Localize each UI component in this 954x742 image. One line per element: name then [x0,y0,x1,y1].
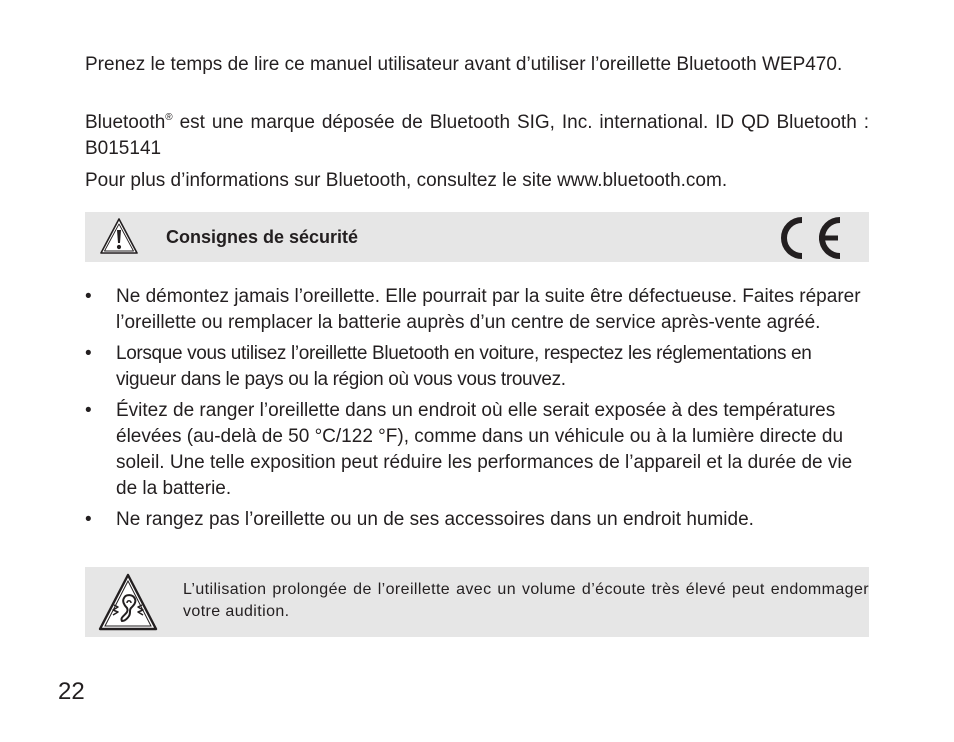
trademark-paragraph [85,110,869,162]
list-item-text: Ne rangez pas l’oreillette ou un de ses accessoires dans un endroit humide. [116,509,754,530]
list-item [85,341,869,393]
intro-paragraph: Prenez le temps de lire ce manuel utilisateur avant d’utiliser l’oreillette Bluetooth WEP470. [85,54,843,75]
ce-mark-icon [768,215,844,261]
info-paragraph: Pour plus d’informations sur Bluetooth, consultez le site www.bluetooth.com. [85,170,728,191]
bullet-dot: • [85,286,92,307]
hearing-damage-warning-icon [97,572,159,634]
bullet-dot: • [85,343,92,364]
list-item-text: Lorsque vous utilisez l’oreillette Bluetooth en voiture, respectez les réglementations en vigueur dans le pays ou la région où vous vous trouvez. [116,343,812,390]
list-item [85,398,869,502]
safety-header [85,212,869,262]
list-item [85,507,869,533]
bullet-dot: • [85,400,92,421]
hearing-warning-box [85,567,869,637]
hearing-warning-text: L’utilisation prolongée de l’oreillette avec un volume d’écoute très élevé peut endommager votre audition. [183,581,869,620]
list-item-text: Ne démontez jamais l’oreillette. Elle pourrait par la suite être défectueuse. Faites réparer l’oreillette ou remplacer la batterie auprès d’un centre de service après-vente agréé. [116,286,861,333]
bullet-dot: • [85,509,92,530]
registered-mark: ® [165,112,173,123]
trademark-bluetooth: Bluetooth [85,112,166,133]
warning-triangle-icon [99,217,139,257]
list-item-text: Évitez de ranger l’oreillette dans un endroit où elle serait exposée à des températures élevées (au-delà de 50 °C/122 °F), comme dans un véhicule ou à la lumière directe du soleil. Une telle exposition peut réduire les performances de l’appareil et la durée de vie de la batterie. [116,400,853,499]
trademark-text: est une marque déposée de Bluetooth SIG, Inc. international. ID QD Bluetooth : B015141 [85,112,869,159]
page-number: 22 [58,678,85,705]
safety-list [85,284,869,538]
safety-title: Consignes de sécurité [166,227,359,247]
list-item [85,284,869,336]
